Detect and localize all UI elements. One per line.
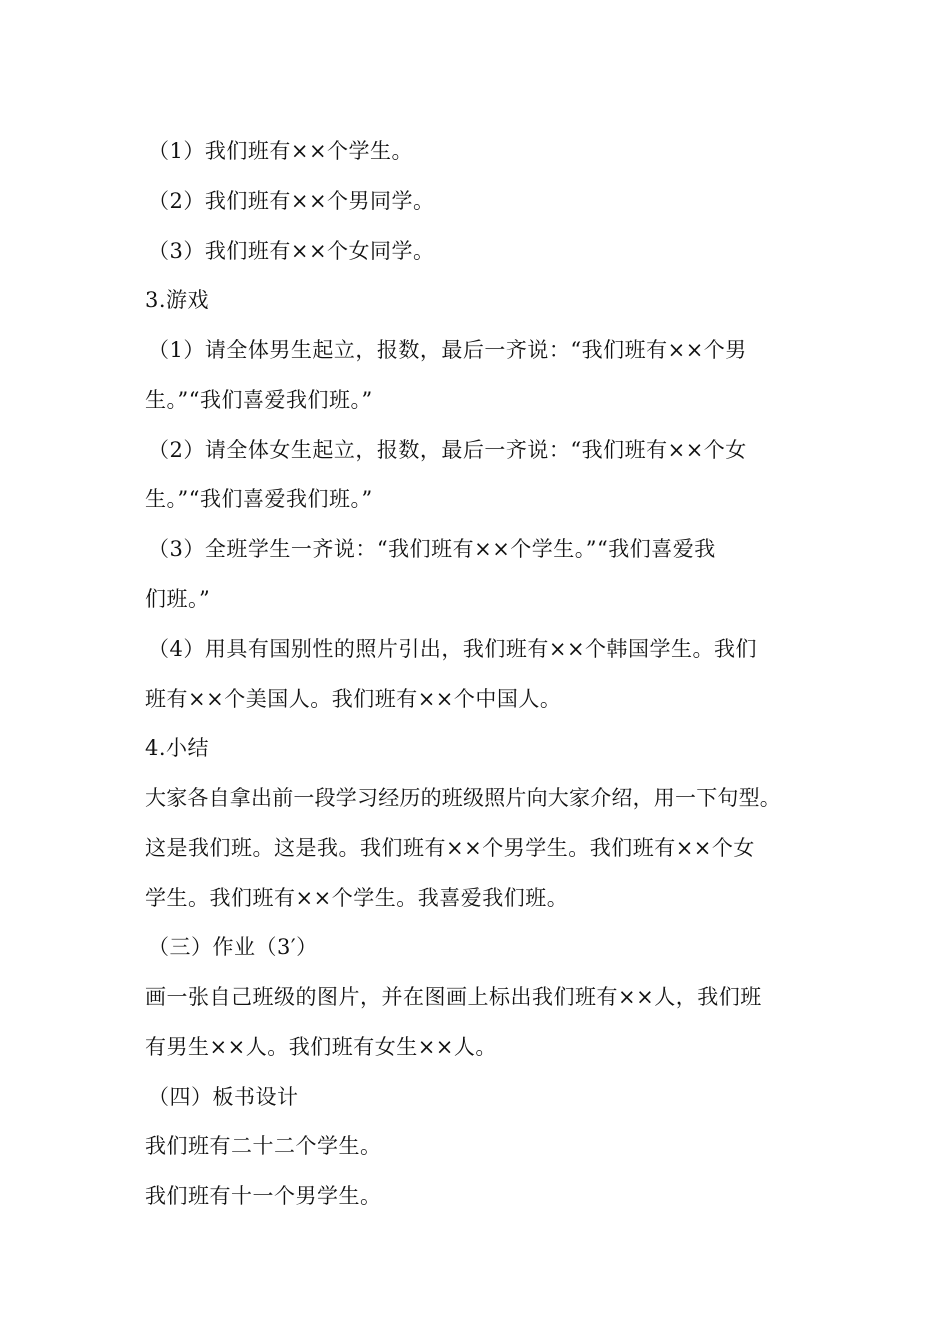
section-heading-board-design: （四）板书设计	[148, 1085, 299, 1109]
section-heading-game: 3.游戏	[145, 288, 210, 312]
section-heading-homework: （三）作业（3′）	[148, 935, 318, 959]
text-line: （4）用具有国别性的照片引出，我们班有××个韩国学生。我们	[148, 637, 758, 661]
text-line: 我们班有十一个男学生。	[145, 1184, 382, 1208]
text-line: （1）我们班有××个学生。	[148, 139, 414, 163]
text-line: 生。”“我们喜爱我们班。”	[145, 388, 373, 412]
text-line: （2）请全体女生起立，报数，最后一齐说：“我们班有××个女	[148, 438, 747, 462]
text-line: 生。”“我们喜爱我们班。”	[145, 487, 373, 511]
text-line: 班有××个美国人。我们班有××个中国人。	[145, 687, 562, 711]
text-line: （3）我们班有××个女同学。	[148, 239, 435, 263]
text-line: 大家各自拿出前一段学习经历的班级照片向大家介绍，用一下句型。	[145, 786, 781, 810]
text-line: 有男生××人。我们班有女生××人。	[145, 1035, 497, 1059]
text-line: （1）请全体男生起立，报数，最后一齐说：“我们班有××个男	[148, 338, 747, 362]
text-line: 画一张自己班级的图片，并在图画上标出我们班有××人，我们班	[145, 985, 762, 1009]
text-line: 我们班有二十二个学生。	[145, 1134, 382, 1158]
text-line: （3）全班学生一齐说：“我们班有××个学生。”“我们喜爱我	[148, 537, 716, 561]
text-line: 这是我们班。这是我。我们班有××个男学生。我们班有××个女	[145, 836, 755, 860]
text-line: （2）我们班有××个男同学。	[148, 189, 435, 213]
text-line: 们班。”	[145, 587, 211, 611]
text-line: 学生。我们班有××个学生。我喜爱我们班。	[145, 886, 569, 910]
section-heading-summary: 4.小结	[145, 736, 210, 760]
